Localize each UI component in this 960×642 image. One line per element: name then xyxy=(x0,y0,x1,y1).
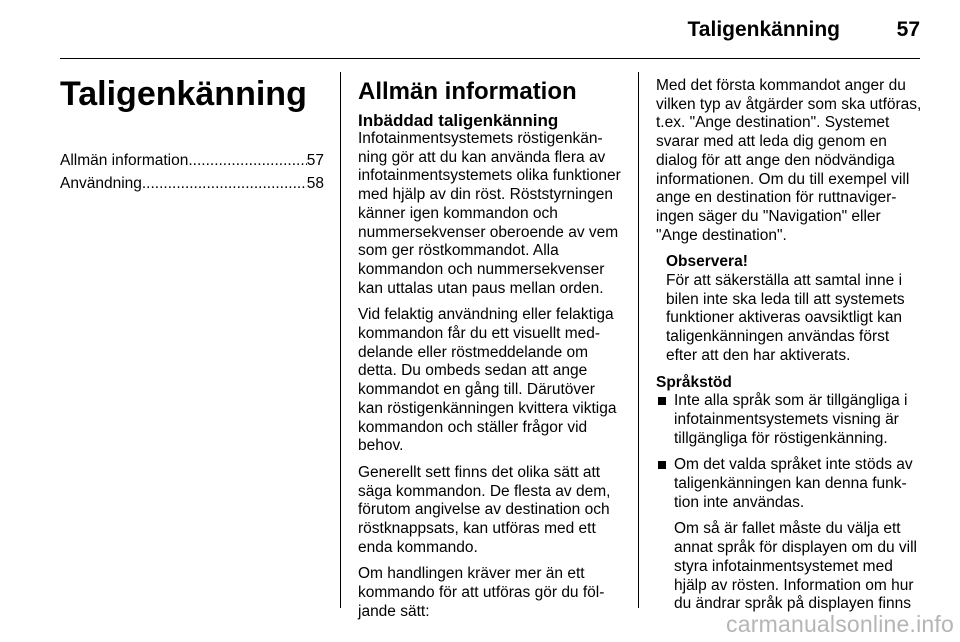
note-box xyxy=(656,253,922,365)
section-heading: Allmän information xyxy=(358,78,577,105)
content-column-middle xyxy=(358,74,624,630)
note-text: För att säkerställa att samtal inne i bilen inte ska leda till att systemets funktioner aktiveras oavsiktligt kan taligenkänningen användas först efter att den har aktiverats. xyxy=(666,272,905,364)
list-item xyxy=(656,392,922,448)
body-paragraph: Infotainmentsystemets röstigenkänning gör att du kan använda flera av infotainmentsystemets olika funktioner med hjälp av din röst. Röststyrningen känner igen kommandon och nummersekvenser oberoende av vem som ger röstkommandot. Alla kommandon och nummersekvenser kan uttalas utan paus mellan orden. xyxy=(358,130,621,297)
subsection-heading: Inbäddad taligenkänning xyxy=(358,111,559,130)
body-paragraph: Vid felaktig användning eller felaktiga kommandon får du ett visuellt meddelande eller röstmeddelande om detta. Du ombeds sedan att ange kommandot en gång till. Därutöver kan röstigenkänningen kvittera viktiga kommandon och ställer frågor vid behov. xyxy=(358,306,617,455)
column-divider-right xyxy=(638,72,639,608)
content-column-right xyxy=(656,77,922,622)
body-paragraph: Med det första kommandot anger du vilken typ av åtgärder som ska utföras, t.ex. "Ange destination". Systemet svarar med att leda dig genom en dialog för att ange den nödvändiga informationen. Om du till exempel vill ange en destination för ruttnavigeringen säger du "Navigation" eller "Ange destination". xyxy=(656,77,922,244)
chapter-title: Taligenkänning xyxy=(60,75,307,113)
page-number: 57 xyxy=(896,18,920,41)
list-item-text: Inte alla språk som är tillgängliga i infotainmentsystemets visning är tillgängliga för röstigenkänning. xyxy=(674,392,908,447)
site-watermark: carmanualsonline.info xyxy=(726,611,954,637)
square-bullet-icon xyxy=(658,461,666,469)
toc-label: Användning xyxy=(60,175,142,192)
chapter-toc-column xyxy=(60,74,324,196)
note-label: Observera! xyxy=(666,253,748,271)
list-item xyxy=(656,456,922,614)
running-header-title: Taligenkänning xyxy=(687,18,840,41)
body-paragraph: Om handlingen kräver mer än ett kommando för att utföras gör du följande sätt: xyxy=(358,565,605,620)
toc-leader-dots xyxy=(142,173,307,194)
toc-label: Allmän information xyxy=(60,152,189,169)
list-item-continuation: Om så är fallet måste du välja ett annat språk för displayen om du vill styra infotainmentsystemet med hjälp av rösten. Information om hur du ändrar språk på displayen finns xyxy=(674,520,917,613)
list-item-text: Om det valda språket inte stöds av taligenkänningen kan denna funktion inte användas. xyxy=(674,456,913,511)
square-bullet-icon xyxy=(658,397,666,405)
column-divider-left xyxy=(340,72,341,608)
body-paragraph: Generellt sett finns det olika sätt att säga kommandon. De flesta av dem, förutom angivelse av destination och röstknappsats, kan utföras med ett enda kommando. xyxy=(358,463,611,556)
toc-entry-general-info[interactable] xyxy=(60,150,324,171)
toc-page-number: 57 xyxy=(306,152,324,169)
subheading-language-support: Språkstöd xyxy=(656,373,732,391)
header-rule xyxy=(60,58,920,59)
toc-leader-dots xyxy=(188,150,306,171)
toc-page-number: 58 xyxy=(306,175,324,192)
language-support-list xyxy=(656,392,922,614)
toc-entry-usage[interactable] xyxy=(60,173,324,194)
